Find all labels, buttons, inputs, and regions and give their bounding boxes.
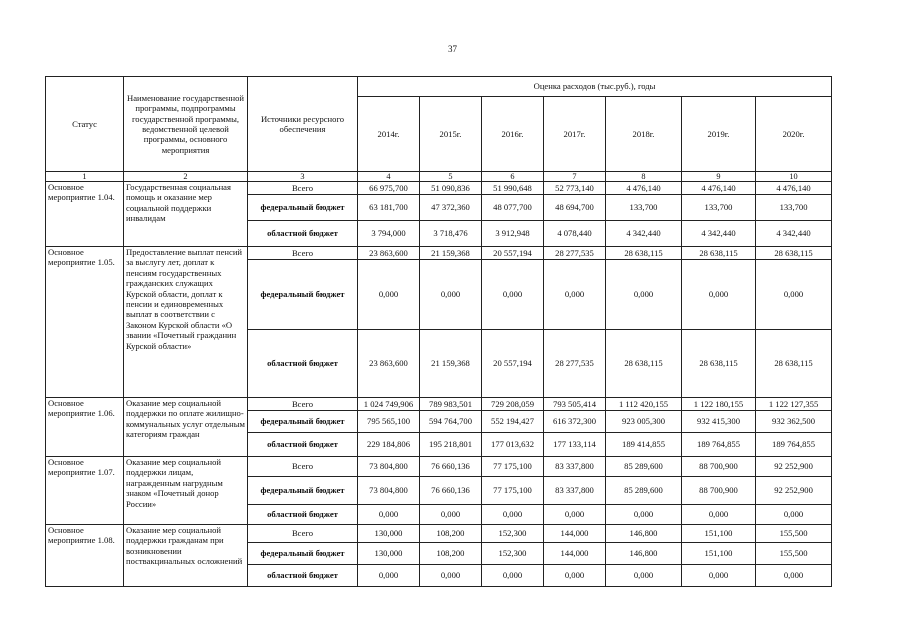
column-number: 9 <box>682 172 756 182</box>
value-cell: 0,000 <box>756 565 832 587</box>
value-cell: 229 184,806 <box>358 433 420 457</box>
column-number: 8 <box>606 172 682 182</box>
value-cell: 73 804,800 <box>358 457 420 477</box>
value-cell: 85 289,600 <box>606 477 682 505</box>
value-cell: 155,500 <box>756 525 832 543</box>
value-cell: 28 638,115 <box>606 247 682 260</box>
funding-source-cell: Всего <box>248 247 358 260</box>
value-cell: 47 372,360 <box>420 195 482 221</box>
value-cell: 21 159,368 <box>420 330 482 398</box>
value-cell: 77 175,100 <box>482 457 544 477</box>
funding-source-cell: областной бюджет <box>248 433 358 457</box>
value-cell: 20 557,194 <box>482 330 544 398</box>
program-name-cell: Оказание мер социальной поддержки гражданам при возникновении поствакцинальных осложнений <box>124 525 248 587</box>
value-cell: 48 077,700 <box>482 195 544 221</box>
header-year: 2017г. <box>544 97 606 172</box>
program-name-cell: Оказание мер социальной поддержки лицам, награжденным нагрудным знаком «Почетный донор России» <box>124 457 248 525</box>
funding-source-cell: Всего <box>248 182 358 195</box>
value-cell: 51 990,648 <box>482 182 544 195</box>
header-source: Источники ресурсного обеспечения <box>248 77 358 172</box>
value-cell: 195 218,801 <box>420 433 482 457</box>
value-cell: 152,300 <box>482 543 544 565</box>
value-cell: 66 975,700 <box>358 182 420 195</box>
status-cell: Основное мероприятие 1.05. <box>46 247 124 398</box>
value-cell: 0,000 <box>420 260 482 330</box>
value-cell: 0,000 <box>544 505 606 525</box>
value-cell: 21 159,368 <box>420 247 482 260</box>
column-number: 2 <box>124 172 248 182</box>
funding-source-cell: Всего <box>248 457 358 477</box>
value-cell: 133,700 <box>756 195 832 221</box>
header-year: 2015г. <box>420 97 482 172</box>
column-number: 4 <box>358 172 420 182</box>
funding-source-cell: федеральный бюджет <box>248 477 358 505</box>
value-cell: 155,500 <box>756 543 832 565</box>
value-cell: 616 372,300 <box>544 411 606 433</box>
value-cell: 4 342,440 <box>606 221 682 247</box>
value-cell: 108,200 <box>420 543 482 565</box>
budget-table <box>45 76 832 587</box>
header-estimate: Оценка расходов (тыс.руб.), годы <box>358 77 832 97</box>
value-cell: 0,000 <box>420 565 482 587</box>
column-number: 6 <box>482 172 544 182</box>
funding-source-cell: федеральный бюджет <box>248 411 358 433</box>
funding-source-cell: областной бюджет <box>248 505 358 525</box>
table-row <box>46 457 832 477</box>
header-year: 2014г. <box>358 97 420 172</box>
status-cell: Основное мероприятие 1.07. <box>46 457 124 525</box>
value-cell: 144,000 <box>544 543 606 565</box>
value-cell: 932 415,300 <box>682 411 756 433</box>
table-row <box>46 398 832 411</box>
header-year: 2016г. <box>482 97 544 172</box>
value-cell: 0,000 <box>358 505 420 525</box>
table-row <box>46 182 832 195</box>
program-name-cell: Оказание мер социальной поддержки по оплате жилищно-коммунальных услуг отдельным категориям граждан <box>124 398 248 457</box>
header-status: Статус <box>46 77 124 172</box>
funding-source-cell: Всего <box>248 398 358 411</box>
value-cell: 152,300 <box>482 525 544 543</box>
value-cell: 23 863,600 <box>358 330 420 398</box>
value-cell: 85 289,600 <box>606 457 682 477</box>
program-name-cell: Государственная социальная помощь и оказание мер социальной поддержки инвалидам <box>124 182 248 247</box>
value-cell: 28 638,115 <box>682 247 756 260</box>
value-cell: 1 122 127,355 <box>756 398 832 411</box>
value-cell: 0,000 <box>756 260 832 330</box>
value-cell: 177 013,632 <box>482 433 544 457</box>
value-cell: 73 804,800 <box>358 477 420 505</box>
value-cell: 28 638,115 <box>606 330 682 398</box>
table-row <box>46 525 832 543</box>
program-name-cell: Предоставление выплат пенсий за выслугу лет, доплат к пенсиям государственных гражданских служащих Курской области, доплат к пенсии и единовременных выплат в соответствии с Законом Курской области «О звании «Почетный гражданин Курской области» <box>124 247 248 398</box>
value-cell: 130,000 <box>358 525 420 543</box>
value-cell: 4 078,440 <box>544 221 606 247</box>
value-cell: 133,700 <box>682 195 756 221</box>
value-cell: 4 476,140 <box>682 182 756 195</box>
value-cell: 88 700,900 <box>682 457 756 477</box>
value-cell: 3 912,948 <box>482 221 544 247</box>
value-cell: 1 112 420,155 <box>606 398 682 411</box>
value-cell: 1 122 180,155 <box>682 398 756 411</box>
header-name: Наименование государственной программы, подпрограммы государственной программы, ведомственной целевой программы, основного мероприятия <box>124 77 248 172</box>
funding-source-cell: Всего <box>248 525 358 543</box>
header-year: 2019г. <box>682 97 756 172</box>
value-cell: 4 342,440 <box>682 221 756 247</box>
value-cell: 0,000 <box>358 565 420 587</box>
status-cell: Основное мероприятие 1.08. <box>46 525 124 587</box>
funding-source-cell: федеральный бюджет <box>248 543 358 565</box>
value-cell: 189 414,855 <box>606 433 682 457</box>
value-cell: 0,000 <box>358 260 420 330</box>
value-cell: 3 718,476 <box>420 221 482 247</box>
value-cell: 28 638,115 <box>756 247 832 260</box>
value-cell: 130,000 <box>358 543 420 565</box>
header-year: 2020г. <box>756 97 832 172</box>
value-cell: 63 181,700 <box>358 195 420 221</box>
value-cell: 51 090,836 <box>420 182 482 195</box>
value-cell: 0,000 <box>606 565 682 587</box>
header-year: 2018г. <box>606 97 682 172</box>
value-cell: 0,000 <box>606 505 682 525</box>
value-cell: 552 194,427 <box>482 411 544 433</box>
value-cell: 77 175,100 <box>482 477 544 505</box>
funding-source-cell: областной бюджет <box>248 565 358 587</box>
value-cell: 795 565,100 <box>358 411 420 433</box>
value-cell: 151,100 <box>682 543 756 565</box>
value-cell: 28 638,115 <box>756 330 832 398</box>
funding-source-cell: областной бюджет <box>248 330 358 398</box>
value-cell: 28 277,535 <box>544 330 606 398</box>
column-number: 3 <box>248 172 358 182</box>
status-cell: Основное мероприятие 1.06. <box>46 398 124 457</box>
value-cell: 0,000 <box>606 260 682 330</box>
page-number: 37 <box>448 44 457 54</box>
value-cell: 4 476,140 <box>756 182 832 195</box>
value-cell: 108,200 <box>420 525 482 543</box>
column-number: 1 <box>46 172 124 182</box>
value-cell: 177 133,114 <box>544 433 606 457</box>
value-cell: 3 794,000 <box>358 221 420 247</box>
value-cell: 0,000 <box>482 565 544 587</box>
funding-source-cell: областной бюджет <box>248 221 358 247</box>
value-cell: 0,000 <box>482 505 544 525</box>
status-cell: Основное мероприятие 1.04. <box>46 182 124 247</box>
value-cell: 729 208,059 <box>482 398 544 411</box>
value-cell: 0,000 <box>482 260 544 330</box>
value-cell: 0,000 <box>420 505 482 525</box>
value-cell: 4 342,440 <box>756 221 832 247</box>
column-number: 7 <box>544 172 606 182</box>
value-cell: 1 024 749,906 <box>358 398 420 411</box>
value-cell: 76 660,136 <box>420 457 482 477</box>
value-cell: 28 277,535 <box>544 247 606 260</box>
value-cell: 146,800 <box>606 525 682 543</box>
value-cell: 0,000 <box>682 565 756 587</box>
value-cell: 594 764,700 <box>420 411 482 433</box>
value-cell: 146,800 <box>606 543 682 565</box>
value-cell: 793 505,414 <box>544 398 606 411</box>
value-cell: 932 362,500 <box>756 411 832 433</box>
value-cell: 4 476,140 <box>606 182 682 195</box>
value-cell: 0,000 <box>544 260 606 330</box>
value-cell: 20 557,194 <box>482 247 544 260</box>
value-cell: 48 694,700 <box>544 195 606 221</box>
value-cell: 52 773,140 <box>544 182 606 195</box>
value-cell: 923 005,300 <box>606 411 682 433</box>
value-cell: 76 660,136 <box>420 477 482 505</box>
table-row <box>46 247 832 260</box>
value-cell: 151,100 <box>682 525 756 543</box>
value-cell: 0,000 <box>682 260 756 330</box>
funding-source-cell: федеральный бюджет <box>248 195 358 221</box>
column-number: 10 <box>756 172 832 182</box>
value-cell: 92 252,900 <box>756 477 832 505</box>
value-cell: 789 983,501 <box>420 398 482 411</box>
value-cell: 83 337,800 <box>544 457 606 477</box>
value-cell: 189 764,855 <box>756 433 832 457</box>
value-cell: 88 700,900 <box>682 477 756 505</box>
value-cell: 0,000 <box>756 505 832 525</box>
value-cell: 83 337,800 <box>544 477 606 505</box>
value-cell: 189 764,855 <box>682 433 756 457</box>
funding-source-cell: федеральный бюджет <box>248 260 358 330</box>
value-cell: 23 863,600 <box>358 247 420 260</box>
value-cell: 28 638,115 <box>682 330 756 398</box>
value-cell: 133,700 <box>606 195 682 221</box>
value-cell: 0,000 <box>544 565 606 587</box>
column-number: 5 <box>420 172 482 182</box>
value-cell: 144,000 <box>544 525 606 543</box>
value-cell: 92 252,900 <box>756 457 832 477</box>
value-cell: 0,000 <box>682 505 756 525</box>
